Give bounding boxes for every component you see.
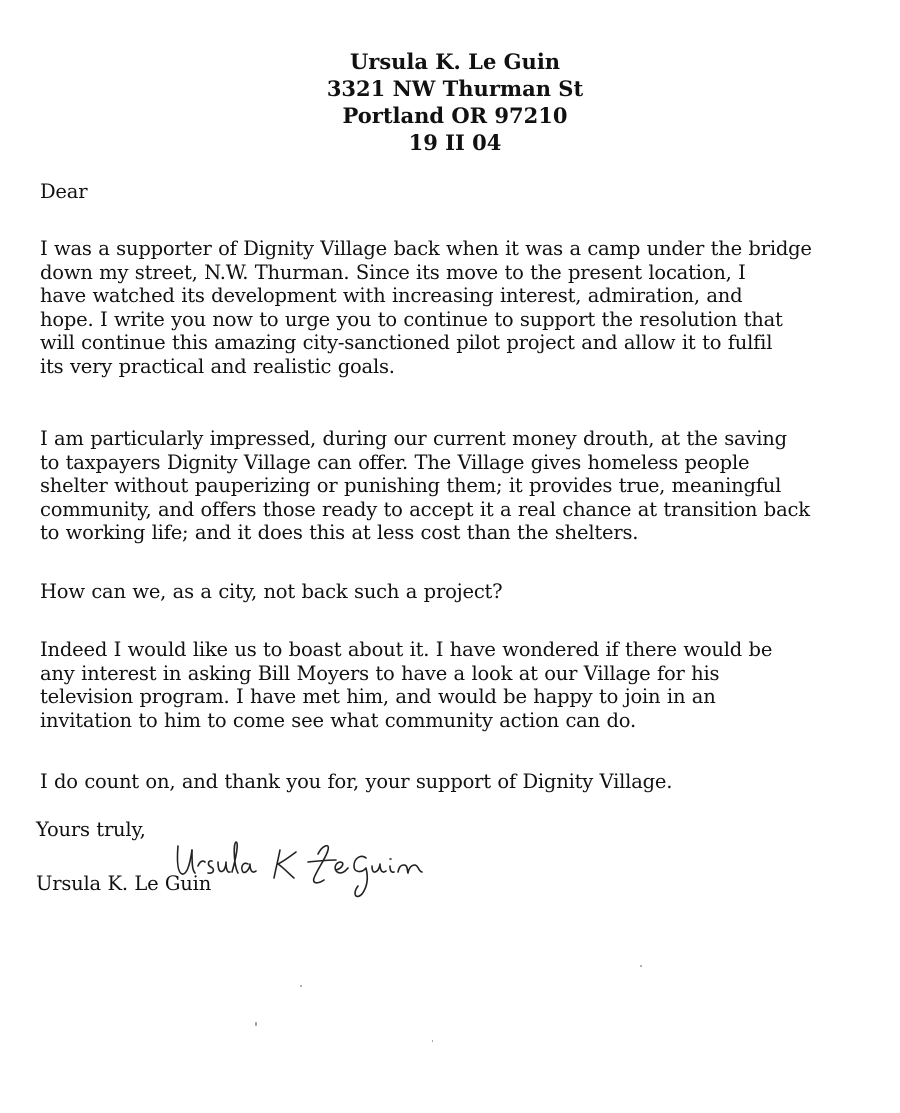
paper-speck — [255, 1022, 257, 1026]
paragraph-line: have watched its development with increasing interest, admiration, and — [40, 284, 743, 307]
paper-speck — [640, 965, 642, 967]
salutation: Dear — [40, 180, 88, 203]
paper-speck — [432, 1040, 433, 1042]
paragraph-line: How can we, as a city, not back such a project? — [40, 580, 503, 603]
paragraph-line: down my street, N.W. Thurman. Since its move to the present location, I — [40, 260, 746, 284]
paragraph-line: its very practical and realistic goals. — [40, 354, 395, 378]
paper-speck — [300, 985, 302, 987]
paragraph-4 — [40, 638, 880, 732]
signer-name: Ursula K. Le Guin — [36, 872, 212, 895]
letterhead-name: Ursula K. Le Guin — [349, 49, 561, 74]
paragraph-line: invitation to him to come see what community action can do. — [40, 708, 636, 732]
paragraph-line: I was a supporter of Dignity Village back when it was a camp under the bridge — [40, 237, 812, 260]
paragraph-1 — [40, 237, 880, 378]
handwritten-signature — [168, 828, 458, 908]
paragraph-line: any interest in asking Bill Moyers to have a look at our Village for his — [40, 661, 720, 685]
paragraph-line: will continue this amazing city-sanctioned pilot project and allow it to fulfil — [40, 331, 773, 354]
paragraph-line: I am particularly impressed, during our current money drouth, at the saving — [40, 427, 787, 450]
paragraph-line: I do count on, and thank you for, your support of Dignity Village. — [40, 770, 673, 793]
letterhead — [0, 48, 900, 156]
closing: Yours truly, — [36, 818, 146, 841]
letterhead-street: 3321 NW Thurman St — [326, 76, 584, 101]
paragraph-line: television program. I have met him, and would be happy to join in an — [40, 685, 716, 708]
paragraph-line: hope. I write you now to urge you to continue to support the resolution that — [40, 307, 783, 331]
paragraph-line: community, and offers those ready to accept it a real chance at transition back — [40, 497, 810, 521]
paragraph-line: to taxpayers Dignity Village can offer. The Village gives homeless people — [40, 450, 750, 474]
paragraph-2 — [40, 427, 880, 545]
letterhead-city: Portland OR 97210 — [342, 103, 568, 128]
paragraph-3 — [40, 580, 880, 604]
paragraph-line: Indeed I would like us to boast about it. I have wondered if there would be — [40, 638, 773, 661]
paragraph-line: to working life; and it does this at less cost than the shelters. — [40, 521, 639, 544]
paragraph-5 — [40, 770, 880, 794]
paragraph-line: shelter without pauperizing or punishing them; it provides true, meaningful — [40, 474, 782, 497]
letterhead-date: 19 II 04 — [408, 130, 502, 155]
